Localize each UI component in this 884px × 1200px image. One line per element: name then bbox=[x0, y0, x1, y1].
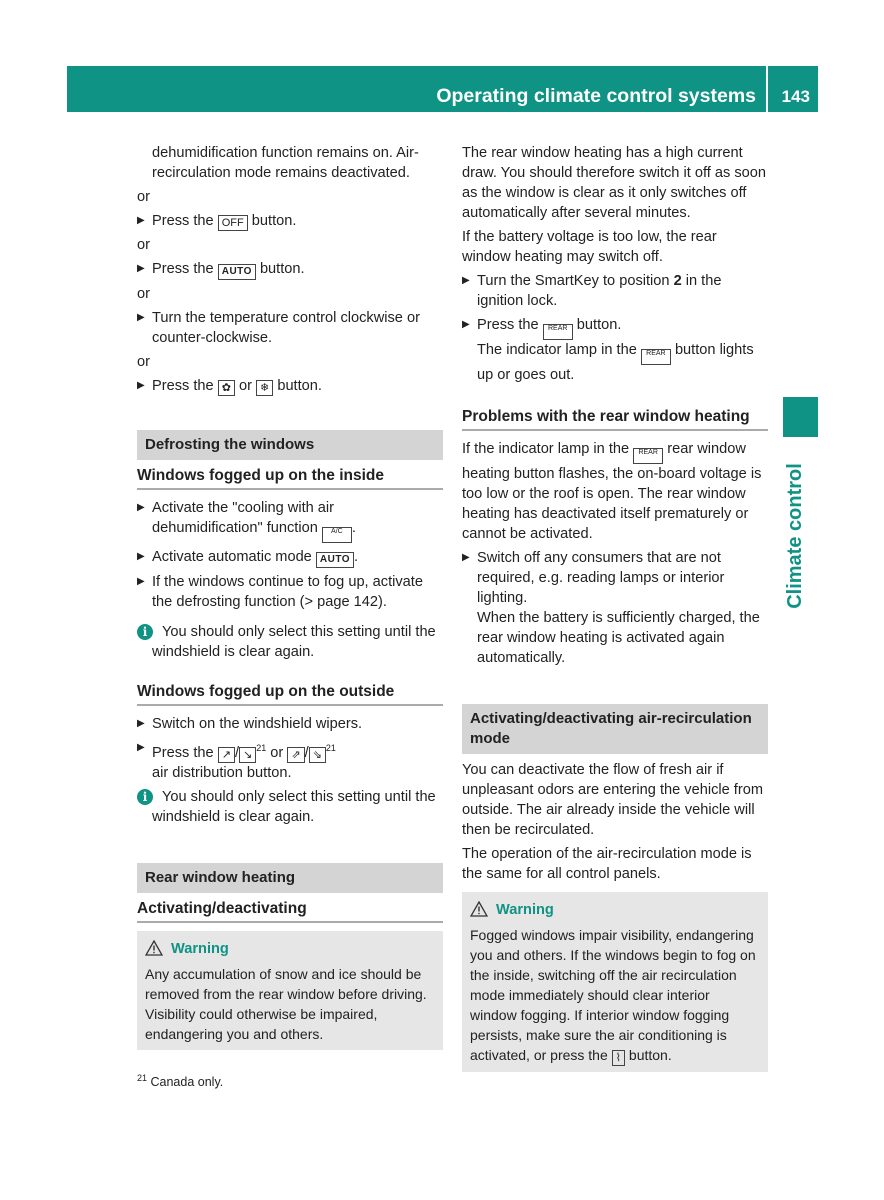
paragraph: If the indicator lamp in the REAR rear window heating button flashes, the on-board voltage is too low or the roof is open. The rear window heating has deactivated itself prematurely or cannot be activated. bbox=[462, 441, 762, 542]
warning-triangle-icon bbox=[470, 901, 488, 923]
ac-key-icon: A/C bbox=[322, 527, 352, 543]
step-arrow-icon: ▶ bbox=[137, 576, 145, 587]
info-note: i You should only select this setting until the windshield is clear again. bbox=[137, 787, 443, 827]
section-heading: Rear window heating bbox=[137, 863, 443, 893]
rear-defrost-key-icon: REAR bbox=[633, 448, 663, 464]
or-text: or bbox=[137, 189, 150, 205]
paragraph: The rear window heating has a high current draw. You should therefore switch it off as soon as the window is clear as it only switches off automatically after several minutes. bbox=[462, 145, 766, 221]
info-note: i You should only select this setting until the windshield is clear again. bbox=[137, 622, 443, 662]
page-header bbox=[67, 66, 818, 112]
off-key-icon: OFF bbox=[218, 215, 248, 231]
airflow-footwell-key-icon: ↘ bbox=[239, 747, 256, 763]
subsection-heading: Windows fogged up on the outside bbox=[137, 682, 443, 706]
intro-text: dehumidification function remains on. Air-recirculation mode remains deactivated. bbox=[152, 145, 419, 181]
right-column bbox=[462, 143, 768, 1072]
subsection-heading: Activating/deactivating bbox=[137, 899, 443, 923]
subsection-heading: Windows fogged up on the inside bbox=[137, 466, 443, 490]
step: ▶ Press the AUTO button. bbox=[137, 259, 443, 280]
step: ▶ If the windows continue to fog up, activate the defrosting function (> page 142). bbox=[137, 574, 423, 610]
step-arrow-icon: ▶ bbox=[137, 312, 145, 323]
step-arrow-icon: ▶ bbox=[137, 551, 145, 562]
section-heading: Defrosting the windows bbox=[137, 430, 443, 460]
auto-key-icon: AUTO bbox=[316, 552, 354, 568]
step: ▶ Press the ✿ or ❄ button. bbox=[137, 378, 322, 394]
airflow-footwell-center-key-icon: ⇘ bbox=[309, 747, 326, 763]
step: ▶ Activate automatic mode AUTO . bbox=[137, 547, 443, 568]
step: ▶ Press the REAR button. The indicator lamp in the REAR button lights up or goes out. bbox=[462, 317, 754, 383]
max-defrost-key-icon: ⌇ bbox=[612, 1050, 625, 1066]
step: ▶ Press the ↗ / ↘$^{21}$ or ⇗ / ⇘$^{21}$ air distribution button. bbox=[137, 738, 443, 783]
header-divider bbox=[766, 66, 768, 112]
warning-triangle-icon bbox=[145, 940, 163, 962]
or-text: or bbox=[137, 237, 150, 253]
info-icon: i bbox=[137, 624, 153, 640]
step-arrow-icon: ▶ bbox=[137, 742, 145, 753]
paragraph: The operation of the air-recirculation mode is the same for all control panels. bbox=[462, 846, 752, 882]
paragraph: You can deactivate the flow of fresh air if unpleasant odors are entering the vehicle from outside. The air already inside the vehicle will then be recirculated. bbox=[462, 762, 763, 838]
step: ▶ Switch off any consumers that are not required, e.g. reading lamps or interior lighting. When the battery is sufficiently charged, the rear window heating is activated again automatically. bbox=[462, 550, 760, 666]
warning-heading: Warning bbox=[470, 900, 760, 923]
step-arrow-icon: ▶ bbox=[137, 380, 145, 391]
step: ▶ Switch on the windshield wipers. bbox=[137, 716, 363, 732]
step: ▶ Activate the "cooling with air dehumidification" function A/C . bbox=[137, 498, 443, 543]
warning-heading: Warning bbox=[145, 939, 435, 962]
step-arrow-icon: ▶ bbox=[137, 502, 145, 513]
step: ▶ Press the OFF button. bbox=[137, 213, 297, 229]
page-number: 143 bbox=[781, 87, 810, 106]
info-icon: i bbox=[137, 789, 153, 805]
warning-text: Fogged windows impair visibility, endangering you and others. If the windows begin to fog on the inside, switching off the air recirculation mode immediately should clear interior window fogging. If interior window fogging persists, make sure the air conditioning is activated, or press the ⌇ button. bbox=[470, 927, 756, 1064]
warning-box bbox=[462, 892, 768, 1072]
step: ▶ Turn the SmartKey to position 2 in the ignition lock. bbox=[462, 273, 722, 309]
step-arrow-icon: ▶ bbox=[137, 263, 145, 274]
step-arrow-icon: ▶ bbox=[462, 319, 470, 330]
side-tab-marker bbox=[783, 397, 818, 437]
left-column bbox=[137, 143, 443, 1050]
header-title: Operating climate control systems bbox=[436, 85, 756, 107]
or-text: or bbox=[137, 286, 150, 302]
side-tab-label: Climate control bbox=[783, 463, 806, 609]
footnote: $^{21}$ Canada only. bbox=[137, 1073, 224, 1090]
airflow-windshield-key-icon: ↗ bbox=[218, 747, 235, 763]
airflow-windshield-center-key-icon: ⇗ bbox=[287, 747, 304, 763]
step-arrow-icon: ▶ bbox=[137, 215, 145, 226]
rear-defrost-key-icon: REAR bbox=[543, 324, 573, 340]
step-arrow-icon: ▶ bbox=[137, 718, 145, 729]
step: ▶ Turn the temperature control clockwise or counter-clockwise. bbox=[137, 310, 420, 346]
fan-down-key-icon: ❄ bbox=[256, 380, 273, 396]
step-arrow-icon: ▶ bbox=[462, 275, 470, 286]
auto-key-icon: AUTO bbox=[218, 264, 256, 280]
paragraph: If the battery voltage is too low, the rear window heating may switch off. bbox=[462, 229, 717, 265]
step-arrow-icon: ▶ bbox=[462, 552, 470, 563]
subsection-heading: Problems with the rear window heating bbox=[462, 407, 768, 431]
rear-defrost-key-icon: REAR bbox=[641, 349, 671, 365]
fan-up-key-icon: ✿ bbox=[218, 380, 235, 396]
or-text: or bbox=[137, 354, 150, 370]
section-heading: Activating/deactivating air-recirculation mode bbox=[462, 704, 768, 754]
warning-text: Any accumulation of snow and ice should be removed from the rear window before driving. Visibility could otherwise be impaired, endangering you and others. bbox=[145, 965, 427, 1042]
warning-box bbox=[137, 931, 443, 1050]
